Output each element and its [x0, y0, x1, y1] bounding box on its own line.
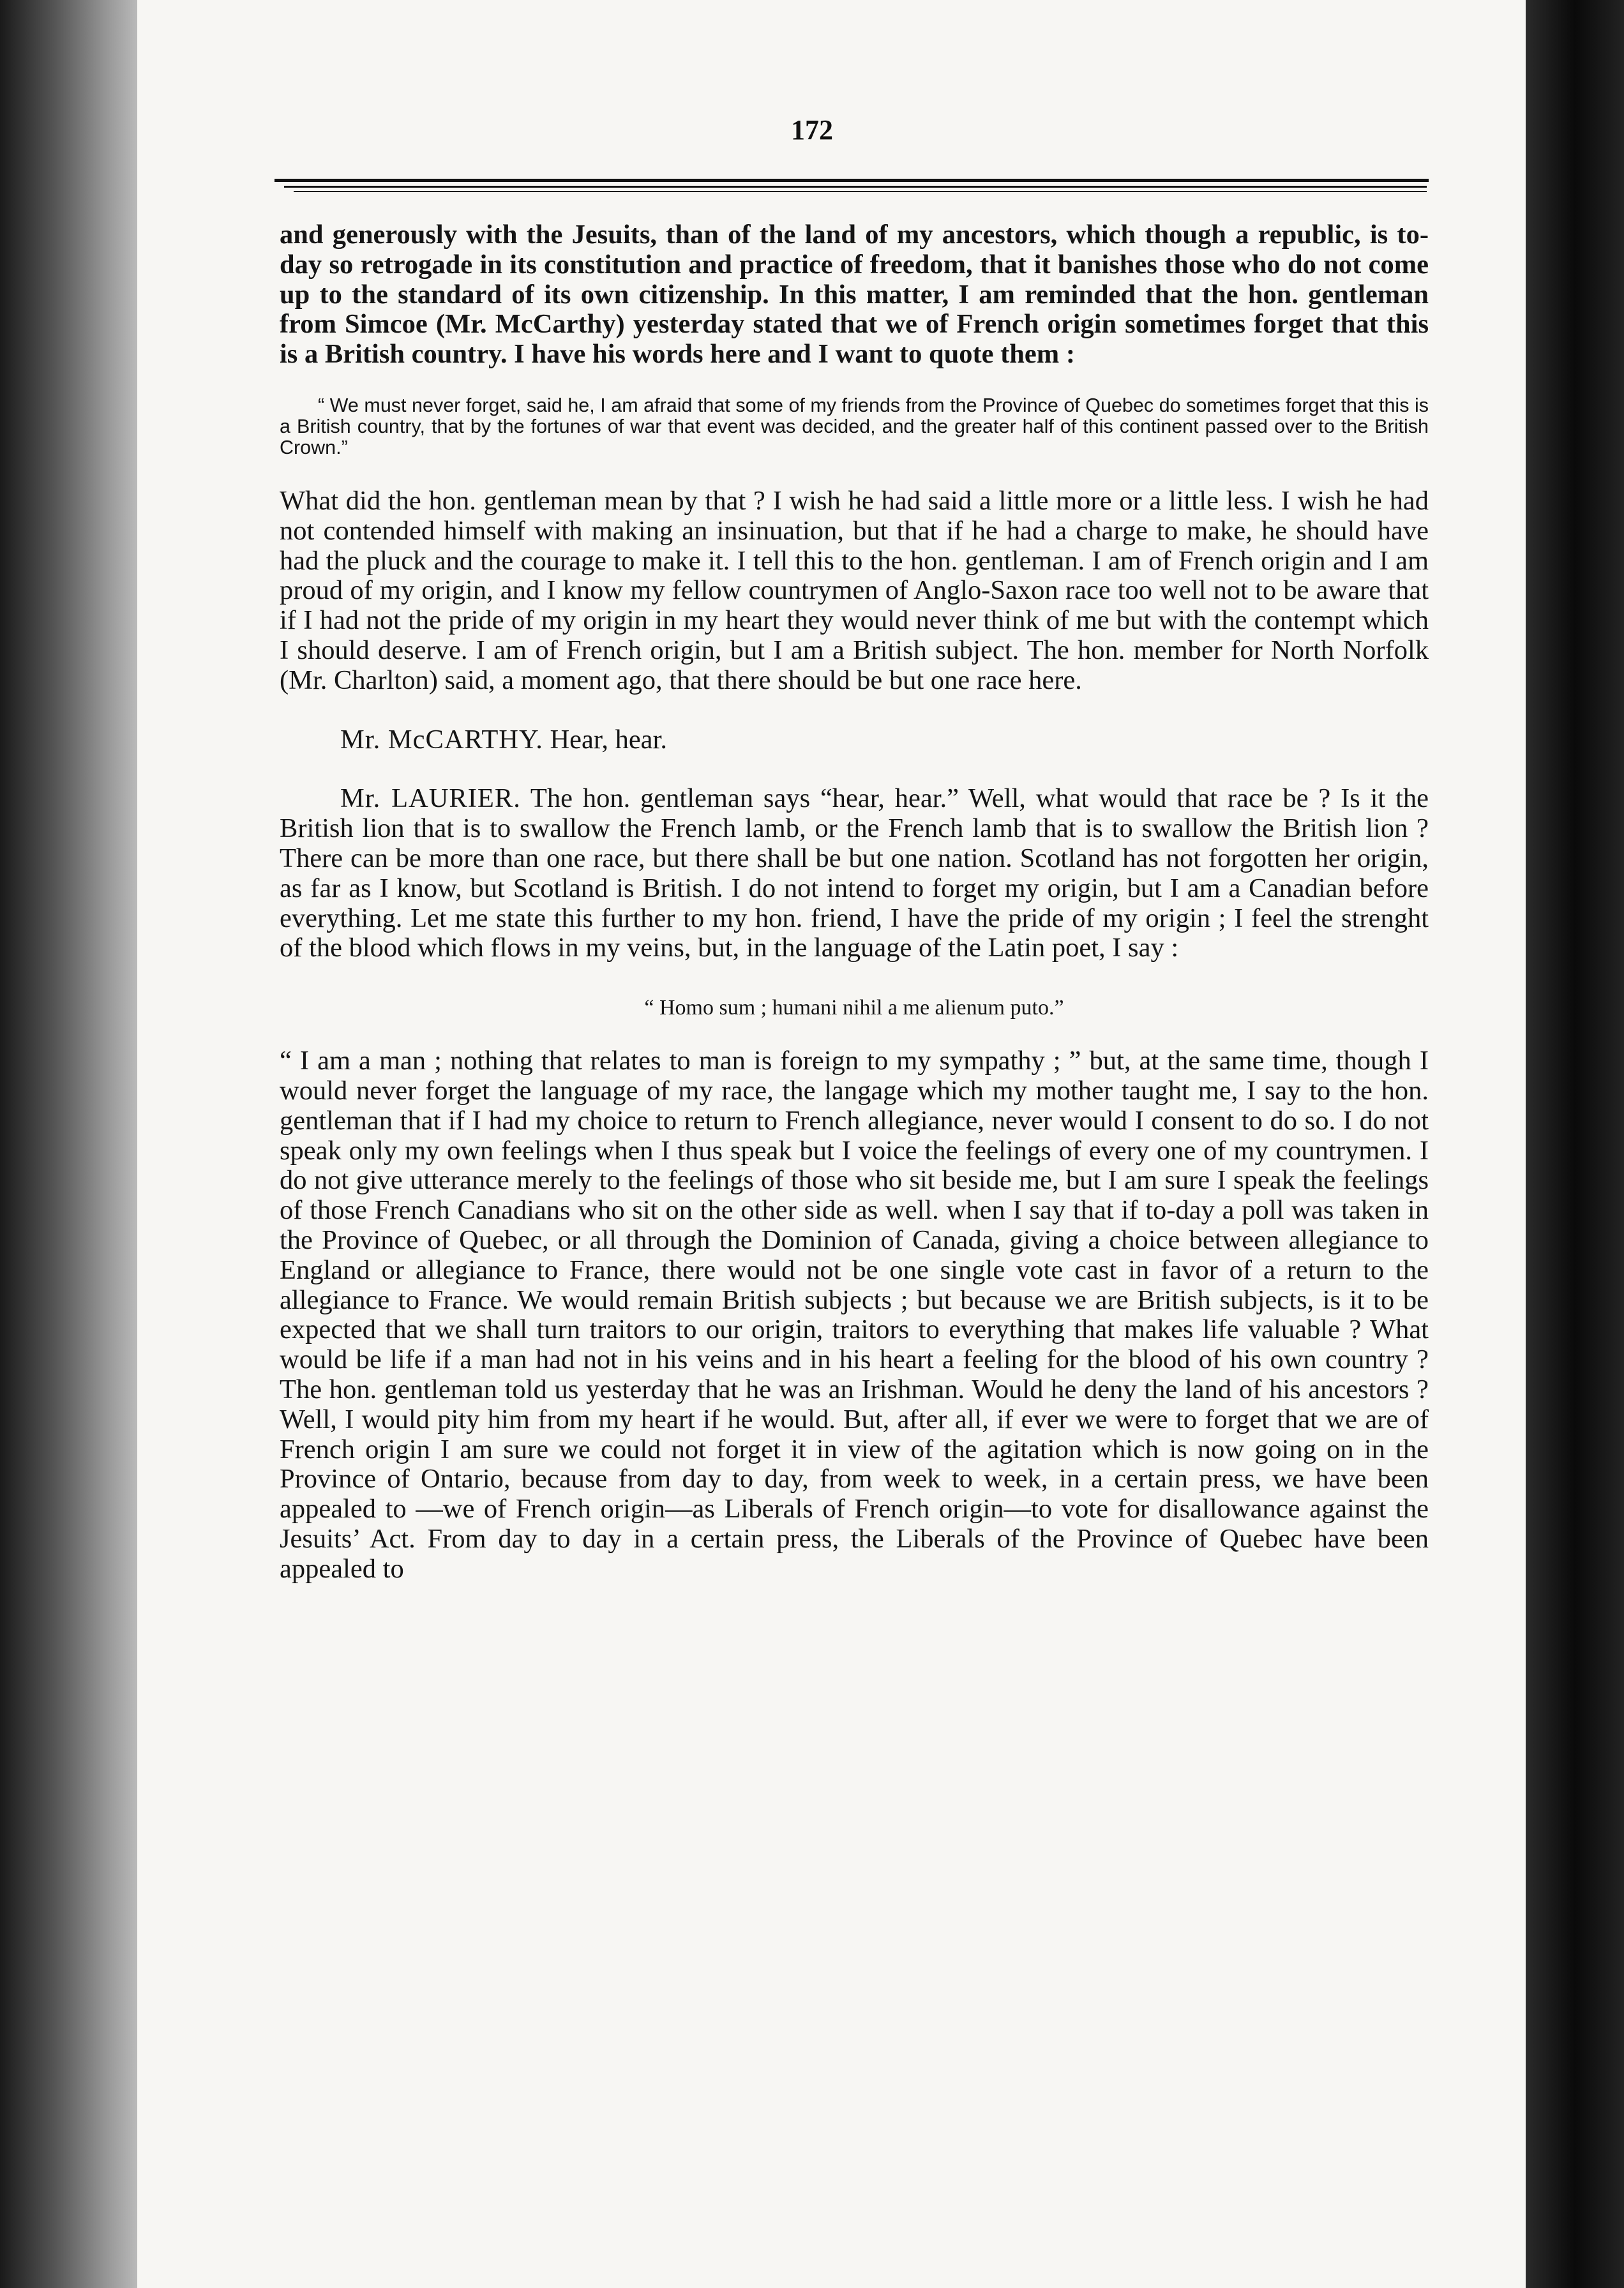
book-gutter-shadow	[0, 0, 156, 2288]
speech-laurier	[280, 784, 1429, 963]
interjection-mccarthy	[280, 725, 1429, 755]
block-quote-mccarthy: “ We must never forget, said he, I am afraid that some of my friends from the Province of Quebec do sometimes forget that this is a British country, that by the fortunes of war that event was decided, and the greater half of this continent passed over to the British Crown.”	[280, 394, 1429, 458]
speaker-name: Mr. LAURIER.	[340, 783, 521, 814]
page-number: 172	[791, 114, 833, 146]
scan-border-right	[1526, 0, 1624, 2288]
header-rule	[294, 191, 1427, 192]
latin-quote: “ Homo sum ; humani nihil a me alienum puto.”	[644, 996, 1064, 1020]
paragraph-continued-speech: “ I am a man ; nothing that relates to man is foreign to my sympathy ; ” but, at the same time, though I would never forget the language of my race, the langage which my mother taught me, I say to the hon. gentleman that if I had my choice to return to French allegiance, never would I consent to do so. I do not speak only my own feelings when I thus speak but I voice the feelings of every one of my countrymen. I do not give utterance merely to the feelings of those who sit beside me, but I am sure I speak the feelings of those French Canadians who sit on the other side as well. when I say that if to-day a poll was taken in the Province of Quebec, or all through the Dominion of Canada, giving a choice between allegiance to England or allegiance to France, there would not be one single vote cast in favor of a return to the allegiance to France. We would remain British subjects ; but because we are British subjects, is it to be expected that we shall turn traitors to our origin, traitors to everything that makes life valuable ? What would be life if a man had not in his veins and in his heart a feeling for the blood of his own country ? The hon. gentleman told us yesterday that he was an Irishman. Would he deny the land of his ancestors ? Well, I would pity him from my heart if he would. But, after all, if ever we were to forget that we are of French origin I am sure we could not forget it in view of the agitation which is now going on in the Province of Ontario, because from day to day, from week to week, in a certain press, we have been appealed to —we of French origin—as Liberals of French origin—to vote for disallowance against the Jesuits’ Act. From day to day in a certain press, the Liberals of the Province of Quebec have been appealed to	[280, 1046, 1429, 1584]
header-rule	[274, 179, 1429, 182]
speaker-name: Mr. McCARTHY.	[340, 724, 543, 755]
page-body	[280, 220, 1429, 1584]
paragraph-reply: What did the hon. gentleman mean by that ? I wish he had said a little more or a little less. I wish he had not contended himself with making an insinuation, but that if he had a charge to make, he should have had the pluck and the courage to make it. I tell this to the hon. gentleman. I am of French origin and I am proud of my origin, and I know my fellow countrymen of Anglo-Saxon race too well not to be aware that if I had not the pride of my origin in my heart they would never think of me but with the contempt which I should deserve. I am of French origin, but I am a British subject. The hon. member for North Norfolk (Mr. Charlton) said, a moment ago, that there should be but one race here.	[280, 485, 1429, 695]
interjection-text: Hear, hear.	[550, 724, 667, 755]
header-rule	[284, 186, 1427, 188]
paragraph-continuation: and generously with the Jesuits, than of the land of my ancestors, which though a republic, is to-day so retrogade in its constitution and practice of freedom, that it banishes those who do not come up to the standard of its own citizenship. In this matter, I am reminded that the hon. gentleman from Simcoe (Mr. McCarthy) yesterday stated that we of French origin sometimes forget that this is a British country. I have his words here and I want to quote them :	[280, 220, 1429, 370]
speech-text: The hon. gentleman says “hear, hear.” Well, what would that race be ? Is it the British lion that is to swallow the French lamb, or the French lamb that is to swallow the British lion ? There can be more than one race, but there shall be but one nation. Scotland has not forgotten her origin, as far as I know, but Scotland is British. I do not intend to forget my origin, but I am a Canadian before everything. Let me state this further to my hon. friend, I have the pride of my origin ; I feel the strenght of the blood which flows in my veins, but, in the language of the Latin poet, I say :	[280, 783, 1429, 963]
